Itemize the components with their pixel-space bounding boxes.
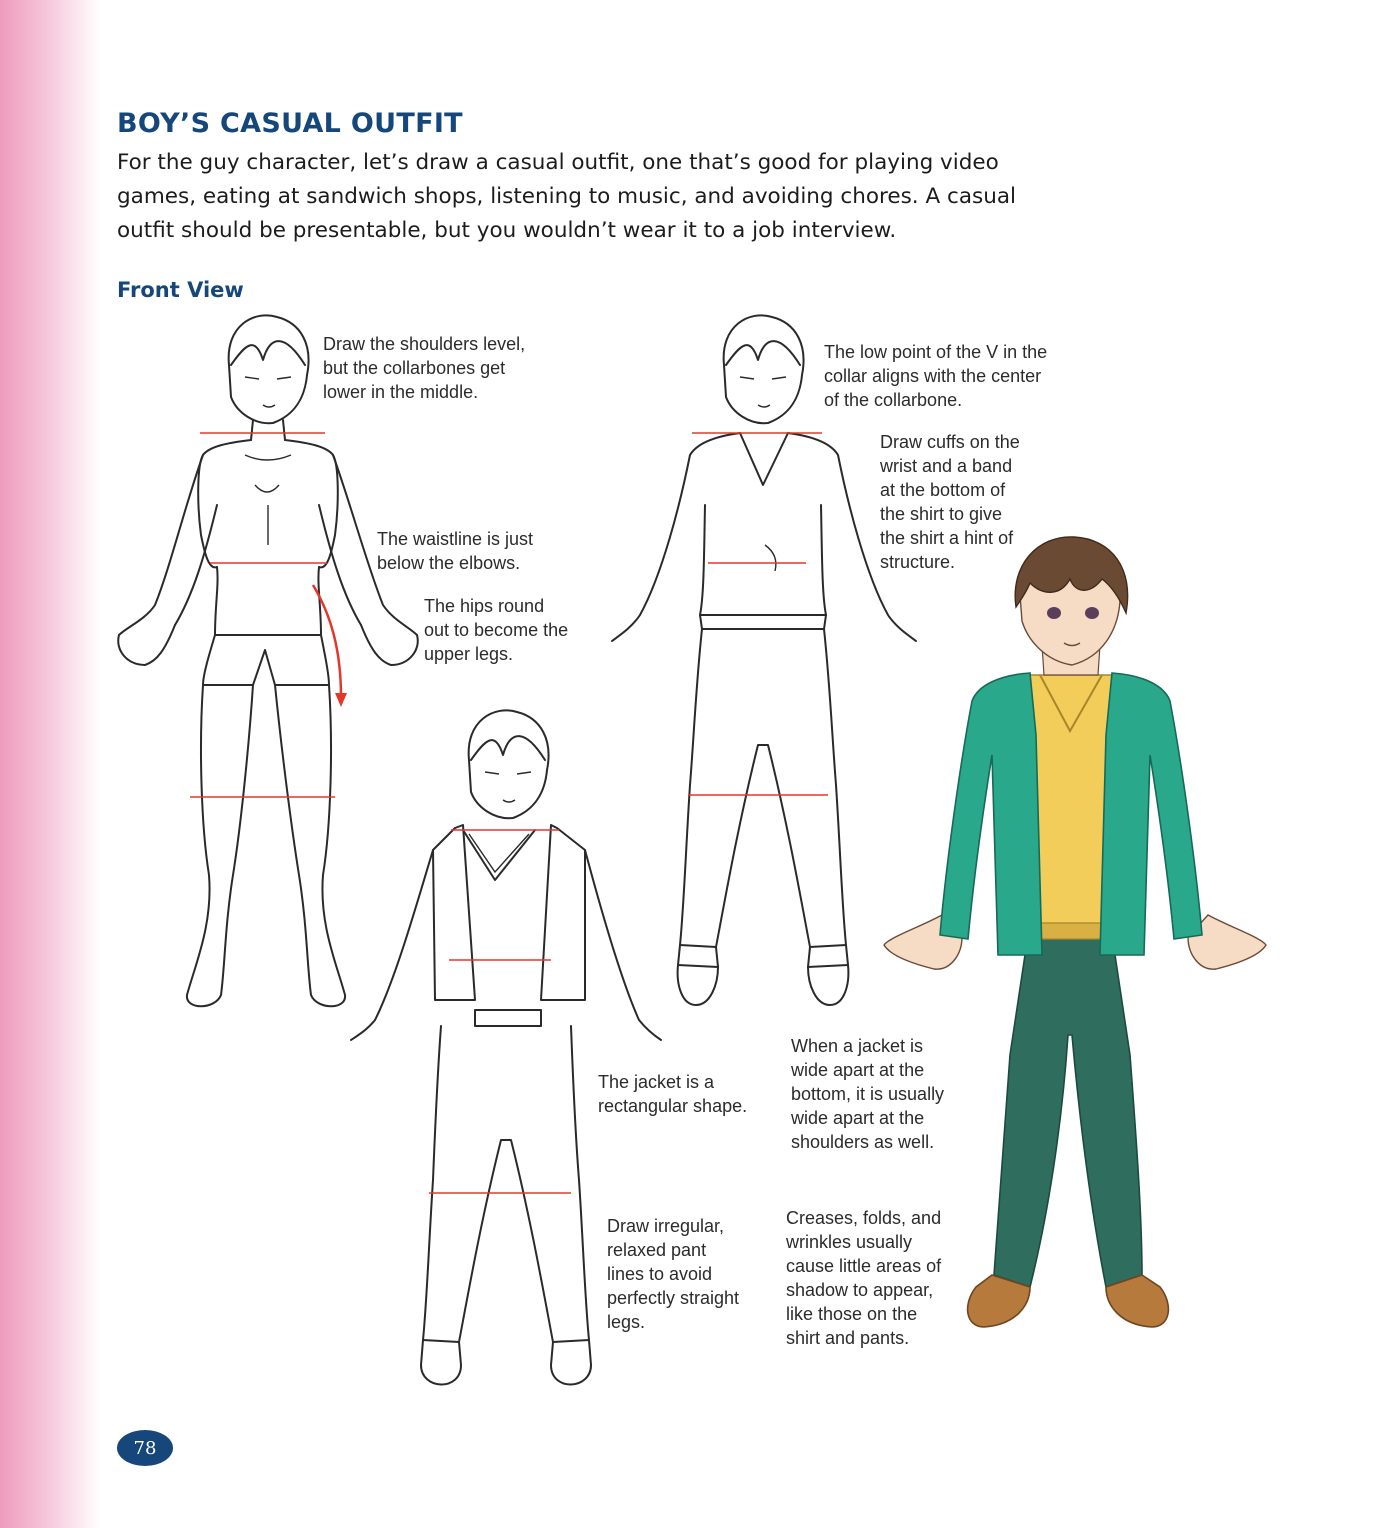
pants: [678, 629, 849, 1005]
head: [1015, 537, 1127, 675]
note-pant-lines: Draw irregular, relaxed pant lines to avoid perfectly straight legs.: [607, 1216, 740, 1332]
note-hips: The hips round out to become the upper legs.: [424, 596, 569, 664]
note-cuffs: Draw cuffs on the wrist and a band at the bottom of the shirt to give the shirt a hint of structure.: [880, 432, 1020, 572]
note-creases: Creases, folds, and wrinkles usually cause little areas of shadow to appear, like those on the shirt and pants.: [786, 1208, 942, 1348]
page-number-badge: 78: [117, 1430, 173, 1466]
page-title: BOY’S CASUAL OUTFIT: [117, 108, 463, 139]
note-collar: The low point of the V in the collar aligns with the center of the collarbone.: [824, 342, 1048, 410]
note-waistline: The waistline is just below the elbows.: [377, 529, 534, 573]
intro-paragraph: For the guy character, let’s draw a casual outfit, one that’s good for playing video games, eating at sandwich shops, listening to music, and avoiding chores. A casual outfit should be presentable, but you wouldn’t wear it to a job interview.: [117, 150, 1016, 243]
arms: [118, 455, 418, 665]
head: [229, 315, 309, 440]
shoes: [968, 1275, 1169, 1327]
jacket: [351, 825, 661, 1040]
note-shoulders: Draw the shoulders level, but the collarbones get lower in the middle.: [323, 334, 526, 402]
right-eye-icon: [1085, 607, 1099, 619]
sweater: [612, 433, 916, 641]
head: [724, 315, 804, 423]
pants: [994, 935, 1142, 1287]
section-subheading: Front View: [117, 278, 244, 302]
pants: [421, 1026, 591, 1385]
note-jacket-shape: The jacket is a rectangular shape.: [598, 1072, 748, 1116]
page-edge-stripe: [0, 0, 100, 1528]
note-jacket-apart: When a jacket is wide apart at the bottom, it is usually wide apart at the shoulders as well.: [791, 1036, 945, 1152]
head: [469, 710, 549, 818]
hip-curve-arrow: [313, 585, 341, 697]
torso: [198, 440, 338, 635]
legs: [187, 635, 345, 1006]
left-eye-icon: [1047, 607, 1061, 619]
